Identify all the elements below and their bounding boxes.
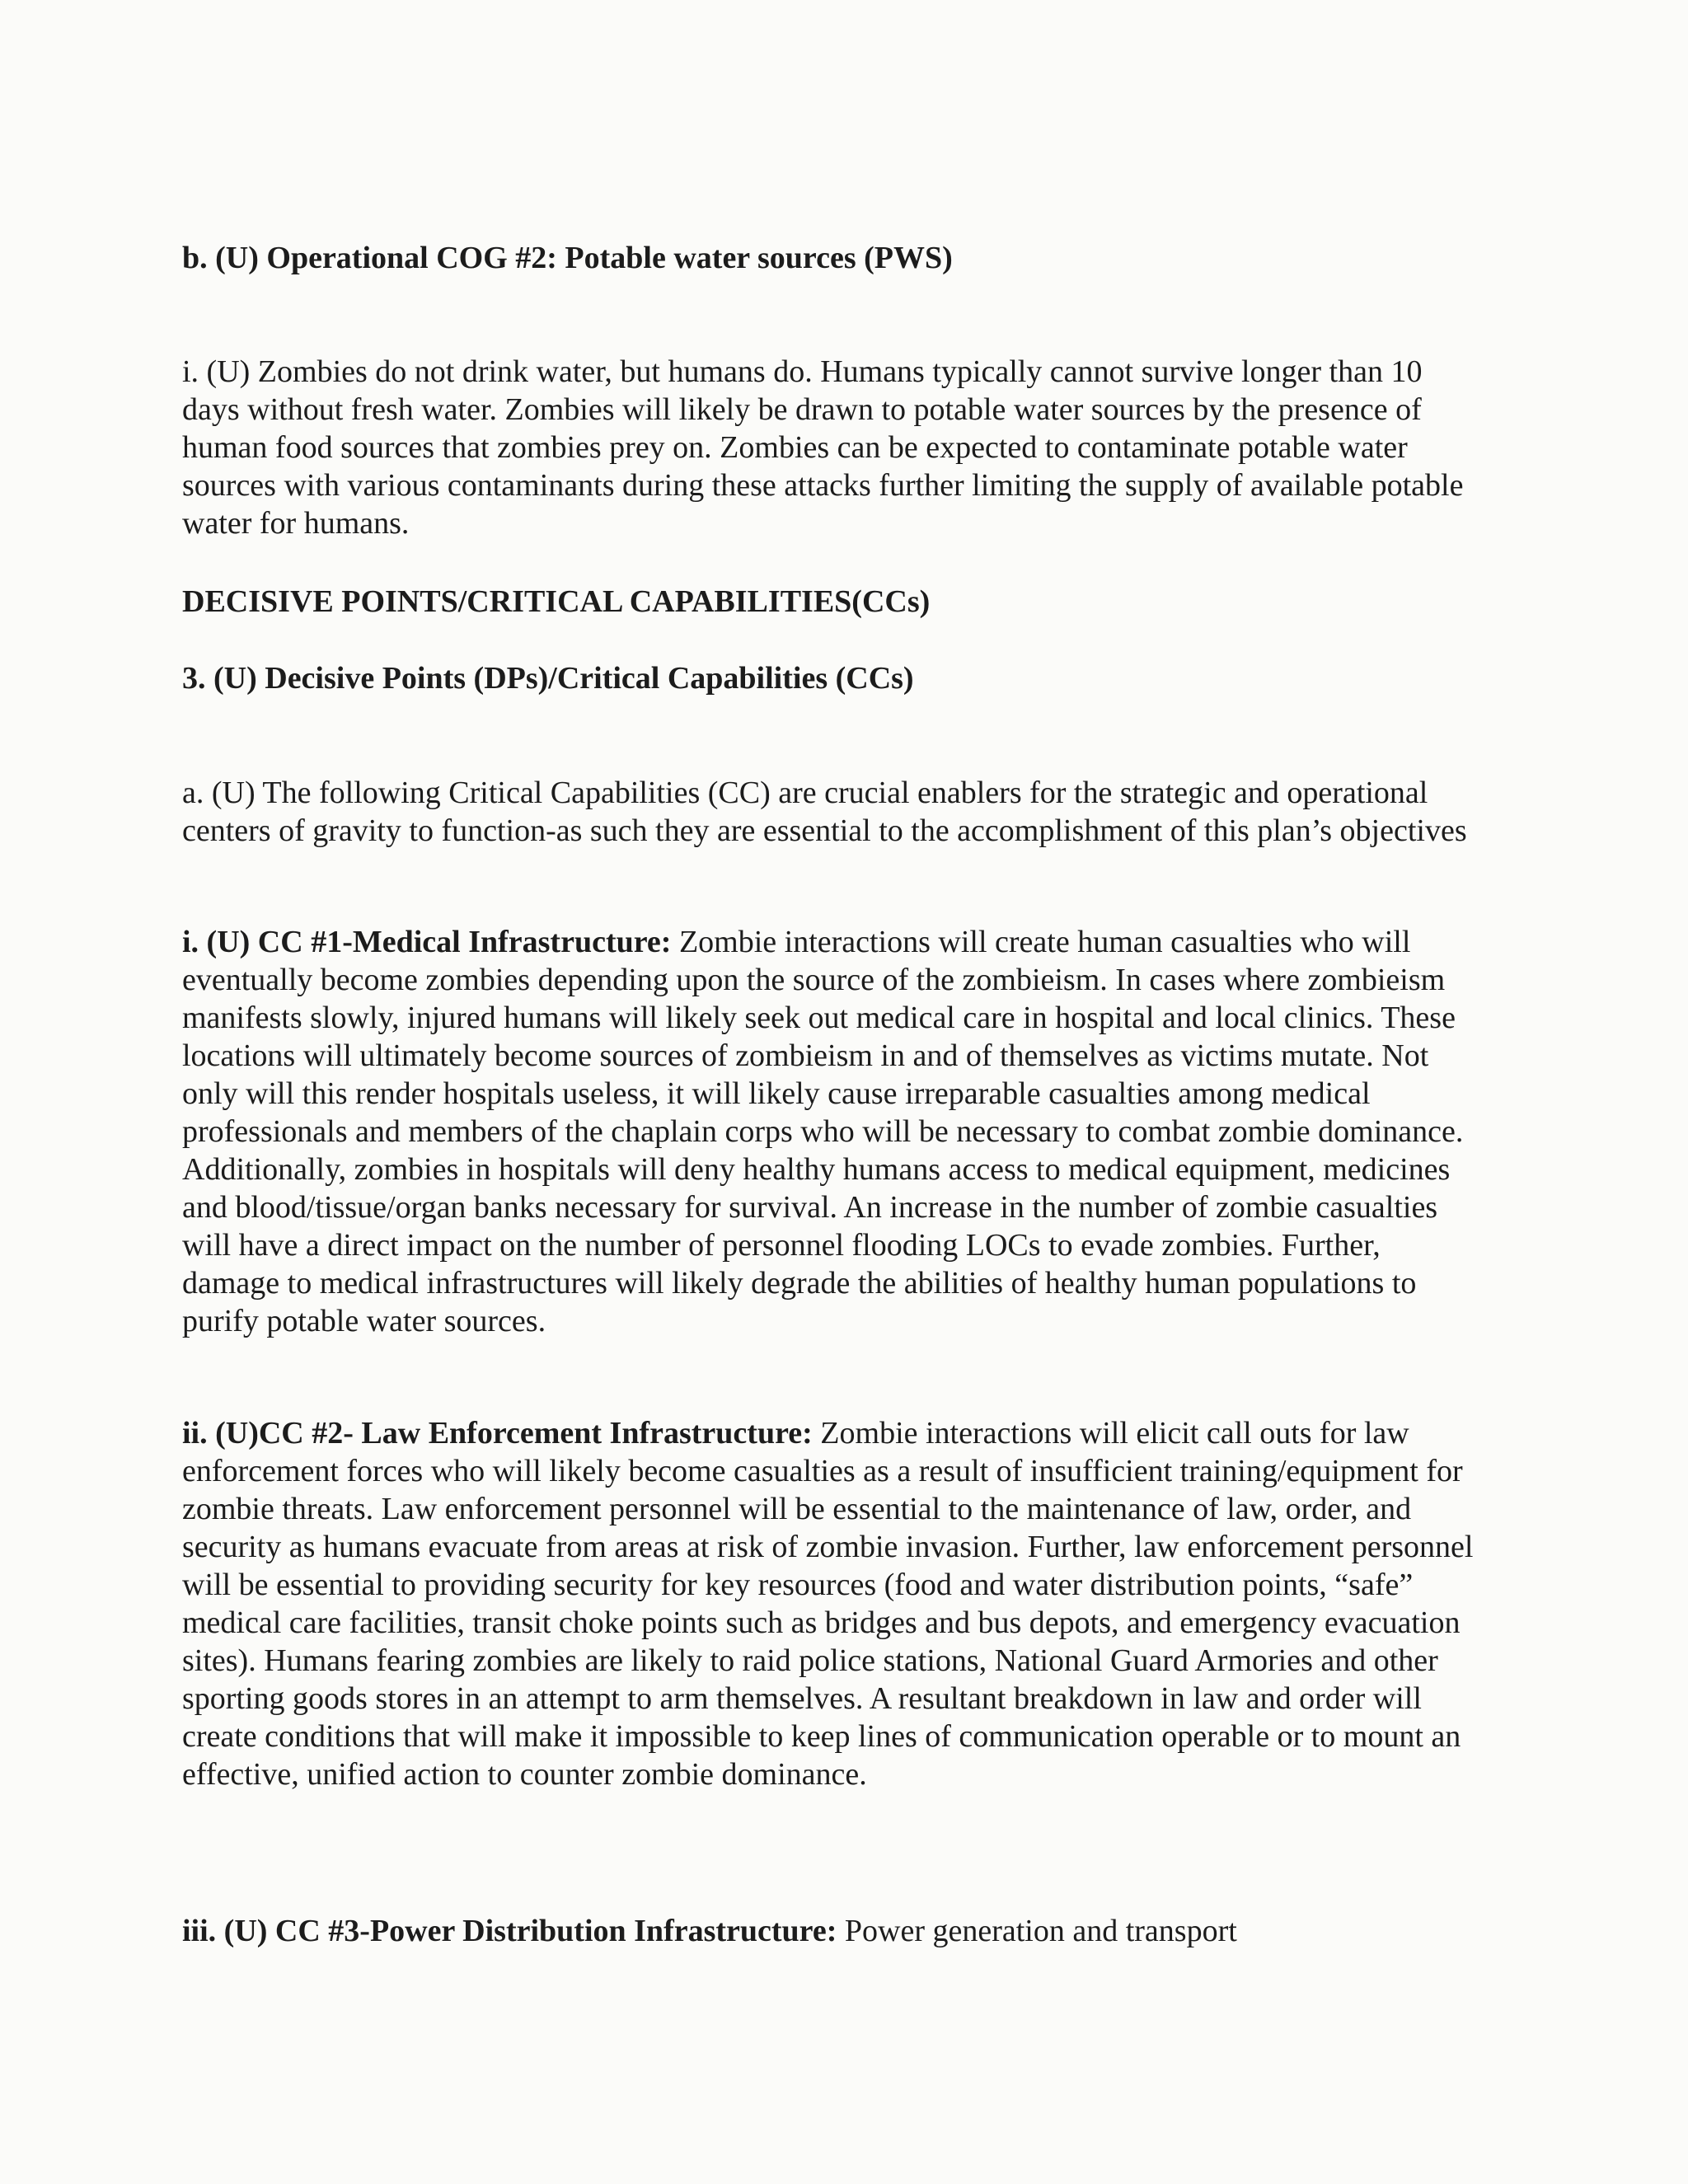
cc3-paragraph	[182, 1912, 1484, 1950]
cog-heading: b. (U) Operational COG #2: Potable water sources (PWS)	[182, 241, 953, 275]
cc1-text: Zombie interactions will create human casualties who will eventually become zombies depending upon the source of the zombieism. In cases where zombieism manifests slowly, injured humans will likely seek out medical care in hospital and local clinics. These locations will ultimately become sources of zombieism in and of themselves as victims mutate. Not only will this render hospitals useless, it will likely cause irreparable casualties among medical professionals and members of the chaplain corps who will be necessary to combat zombie dominance. Additionally, zombies in hospitals will deny healthy humans access to medical equipment, medicines and blood/tissue/organ banks necessary for survival. An increase in the number of zombie casualties will have a direct impact on the number of personnel flooding LOCs to evade zombies. Further, damage to medical infrastructures will likely degrade the abilities of healthy human populations to purify potable water sources.	[182, 925, 1464, 1338]
cc3-lead: iii. (U) CC #3-Power Distribution Infrastructure:	[182, 1914, 837, 1948]
cc1-paragraph	[182, 923, 1484, 1340]
decisive-points-heading: DECISIVE POINTS/CRITICAL CAPABILITIES(CCs)	[182, 584, 931, 619]
cc3-text: Power generation and transport	[837, 1914, 1237, 1948]
cc2-lead: ii. (U)CC #2- Law Enforcement Infrastructure:	[182, 1416, 813, 1451]
decisive-points-subheading: 3. (U) Decisive Points (DPs)/Critical Capabilities (CCs)	[182, 661, 914, 696]
pws-paragraph: i. (U) Zombies do not drink water, but humans do. Humans typically cannot survive longer than 10 days without fresh water. Zombies will likely be drawn to potable water sources by the presence of human food sources that zombies prey on. Zombies can be expected to contaminate potable water sources with various contaminants during these attacks further limiting the supply of available potable water for humans.	[182, 354, 1464, 541]
cc2-paragraph	[182, 1414, 1484, 1793]
cc2-text: Zombie interactions will elicit call outs for law enforcement forces who will likely become casualties as a result of insufficient training/equipment for zombie threats. Law enforcement personnel will be essential to the maintenance of law, order, and security as humans evacuate from areas at risk of zombie invasion. Further, law enforcement personnel will be essential to providing security for key resources (food and water distribution points, “safe” medical care facilities, transit choke points such as bridges and bus depots, and emergency evacuation sites). Humans fearing zombies are likely to raid police stations, National Guard Armories and other sporting goods stores in an attempt to arm themselves. A resultant breakdown in law and order will create conditions that will make it impossible to keep lines of communication operable or to mount an effective, unified action to counter zombie dominance.	[182, 1416, 1474, 1792]
cc1-lead: i. (U) CC #1-Medical Infrastructure:	[182, 925, 672, 959]
critical-capabilities-intro: a. (U) The following Critical Capabilities (CC) are crucial enablers for the strategic and operational centers of gravity to function-as such they are essential to the accomplishment of this plan’s objectives	[182, 776, 1467, 848]
